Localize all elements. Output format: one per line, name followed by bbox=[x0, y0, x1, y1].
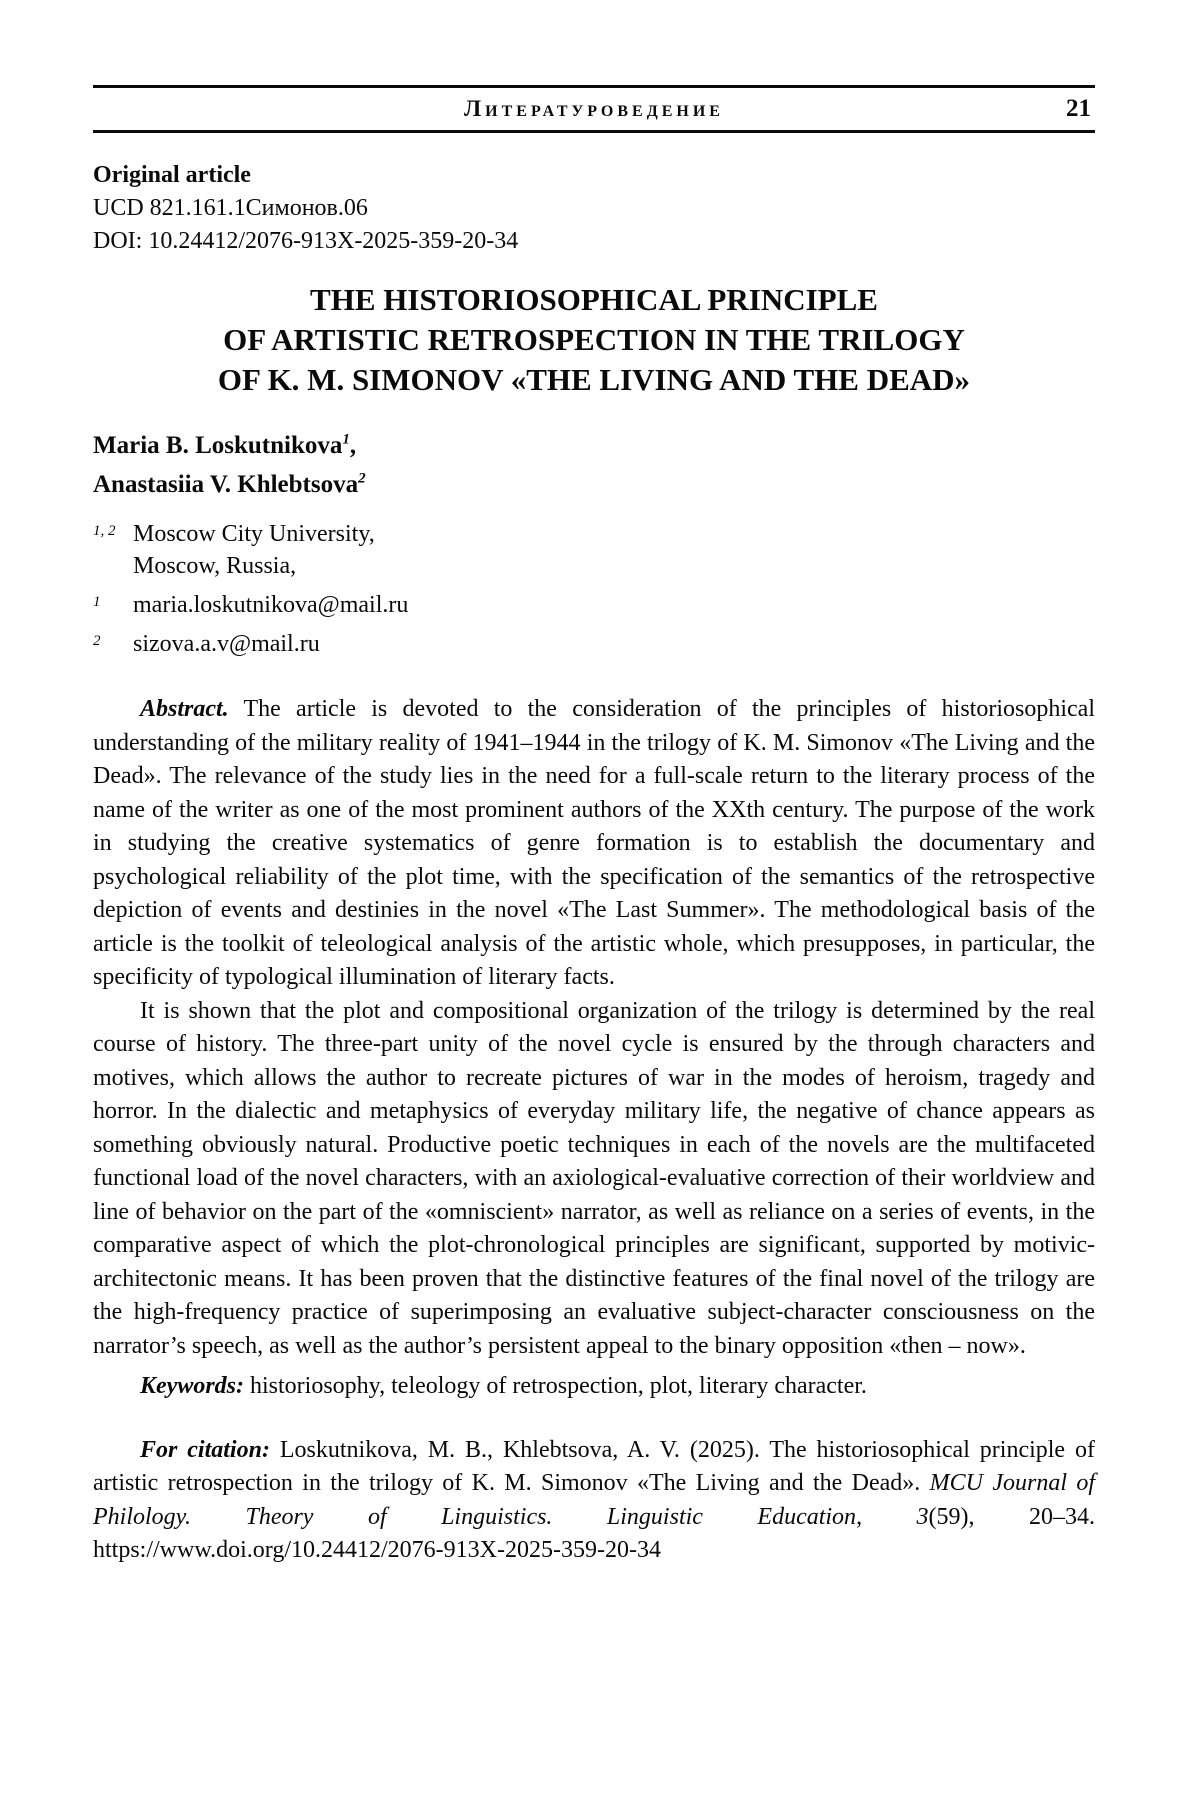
udc-line: UCD 821.161.1Симонов.06 bbox=[93, 195, 368, 221]
abstract-paragraph bbox=[93, 693, 1095, 995]
email-1-superscript: 1 bbox=[93, 594, 101, 610]
citation-separator: , bbox=[856, 1503, 917, 1530]
author-2-superscript: 2 bbox=[358, 470, 366, 487]
author-2-email-row bbox=[93, 628, 1095, 660]
email-2-address: sizova.a.v@mail.ru bbox=[133, 631, 320, 657]
findings-paragraph bbox=[93, 995, 1095, 1364]
citation-volume: 3 bbox=[916, 1503, 929, 1530]
affiliation-text bbox=[133, 518, 1095, 582]
title-line-1: THE HISTORIOSOPHICAL PRINCIPLE bbox=[310, 282, 878, 317]
keywords-label: Keywords: bbox=[140, 1373, 244, 1399]
affiliation-university bbox=[93, 518, 1095, 582]
keywords-paragraph bbox=[93, 1370, 1095, 1404]
citation-issue-pages-doi: (59), 20–34. https://www.doi.org/10.24412/2076-913X-2025-359-20-34 bbox=[93, 1503, 1096, 1563]
doi-line: DOI: 10.24412/2076-913X-2025-359-20-34 bbox=[93, 228, 519, 254]
running-head bbox=[93, 85, 1095, 133]
article-title bbox=[93, 280, 1095, 400]
affiliation-line-2: Moscow, Russia, bbox=[133, 553, 297, 579]
title-line-2: OF ARTISTIC RETROSPECTION IN THE TRILOGY bbox=[223, 322, 965, 357]
citation-journal-name: MCU Journal of Philology. Theory of Linguistics. Linguistic Education bbox=[93, 1470, 1096, 1530]
page-number: 21 bbox=[1066, 95, 1091, 122]
author-1-suffix: , bbox=[349, 432, 357, 459]
citation-label: For citation: bbox=[140, 1436, 270, 1463]
citation-authors-and-title: Loskutnikova, M. B., Khlebtsova, A. V. (2025). The historiosophical principle of artistic retrospection in the trilogy of K. M. Simonov «The Living and the Dead». bbox=[93, 1436, 1095, 1496]
affiliation-superscript: 1, 2 bbox=[93, 523, 116, 539]
author-1-superscript: 1 bbox=[342, 431, 350, 448]
keywords-text: historiosophy, teleology of retrospection, plot, literary character. bbox=[250, 1373, 867, 1399]
findings-text: It is shown that the plot and compositional organization of the trilogy is determined by the real course of history. The three-part unity of the novel cycle is ensured by the through characters and motives, which allows the author to recreate pictures of war in the modes of heroism, tragedy and horror. In the dialectic and metaphysics of everyday military life, the negative of chance appears as something obviously natural. Productive poetic techniques in each of the novels are the multifaceted functional load of the novel characters, with an axiological-evaluative correction of their worldview and line of behavior on the part of the «omniscient» narrator, as well as reliance on a series of events, in the comparative aspect of which the plot-chronological principles are significant, supported by motivic-architectonic means. It has been proven that the distinctive features of the final novel of the trilogy are the high-frequency practice of superimposing an evaluative subject-character consciousness on the narrator’s speech, as well as the author’s persistent appeal to the binary opposition «then – now». bbox=[93, 997, 1095, 1359]
email-1-address: maria.loskutnikova@mail.ru bbox=[133, 592, 409, 618]
author-1-name: Maria B. Loskutnikova bbox=[93, 432, 343, 459]
title-line-3: OF K. M. SIMONOV «THE LIVING AND THE DEAD» bbox=[217, 362, 971, 397]
article-meta bbox=[93, 159, 1095, 258]
page-content bbox=[93, 85, 1095, 1568]
affiliations-block bbox=[93, 518, 1095, 660]
section-heading: Литературоведение bbox=[464, 96, 724, 121]
author-2 bbox=[93, 465, 1095, 504]
email-2-superscript: 2 bbox=[93, 633, 101, 649]
author-1 bbox=[93, 426, 1095, 465]
author-2-name: Anastasiia V. Khlebtsova bbox=[93, 471, 359, 498]
citation-paragraph bbox=[93, 1434, 1095, 1568]
abstract-label: Abstract. bbox=[140, 696, 229, 722]
authors-block bbox=[93, 426, 1095, 504]
author-1-email-row bbox=[93, 589, 1095, 621]
abstract-text: The article is devoted to the consideration of the principles of historiosophical understanding of the military reality of 1941–1944 in the trilogy of K. M. Simonov «The Living and the Dead». The relevance of the study lies in the need for a full-scale return to the literary process of the name of the writer as one of the most prominent authors of the XXth century. The purpose of the work in studying the creative systematics of genre formation is to establish the documentary and psychological reliability of the plot time, with the specification of the semantics of the retrospective depiction of events and destinies in the novel «The Last Summer». The methodological basis of the article is the toolkit of teleological analysis of the artistic whole, which presupposes, in particular, the specificity of typological illumination of literary facts. bbox=[93, 696, 1095, 990]
article-type-label: Original article bbox=[93, 162, 251, 188]
affiliation-line-1: Moscow City University, bbox=[133, 521, 375, 547]
